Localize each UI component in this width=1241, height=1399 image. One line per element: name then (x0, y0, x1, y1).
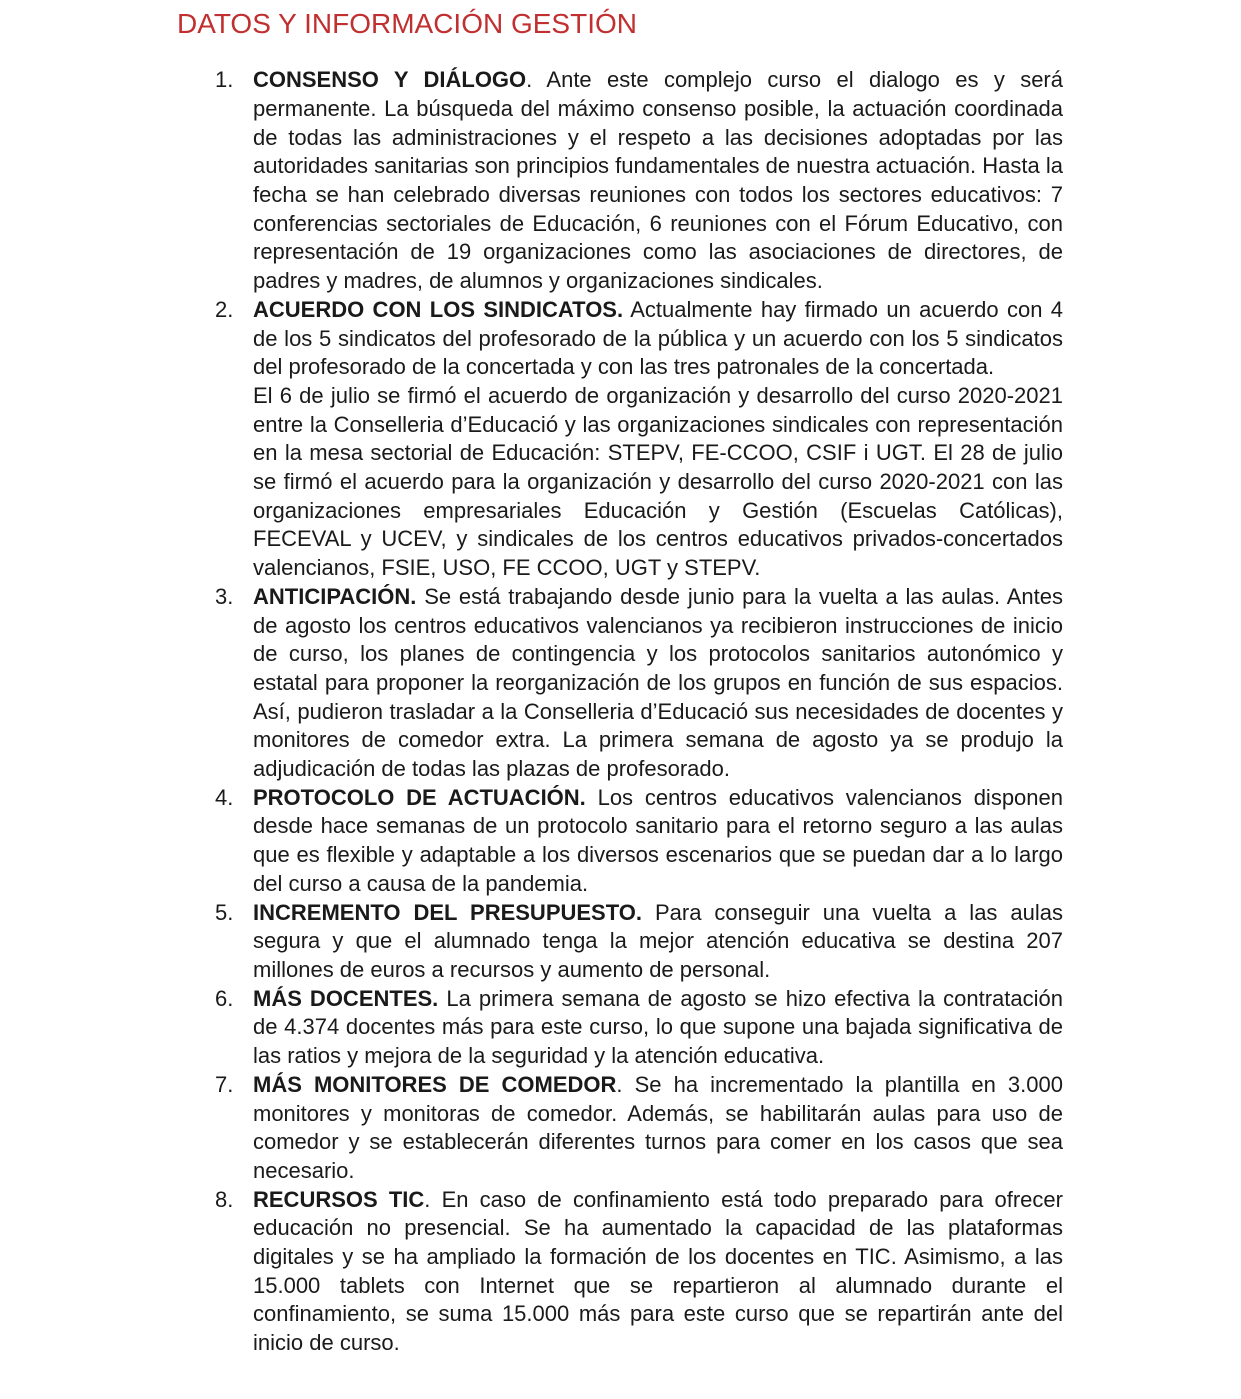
item-heading: MÁS MONITORES DE COMEDOR (253, 1071, 617, 1097)
item-body: Se está trabajando desde junio para la vuelta a las aulas. Antes de agosto los centros educativos valencianos ya recibieron instrucciones de inicio de curso, los planes de contingencia y los protocolos sanitarios autonómico y estatal para proponer la reorganización de los grupos en función de sus espacios. Así, pudieron trasladar a la Conselleria d’Educació sus necesidades de docentes y monitores de comedor extra. La primera semana de agosto ya se produjo la adjudicación de todas las plazas de profesorado. (253, 583, 1063, 782)
item-body: Los centros educativos valencianos disponen desde hace semanas de un protocolo sanitario para el retorno seguro a las aulas que es flexible y adaptable a los diversos escenarios que se puedan dar a lo largo del curso a causa de la pandemia. (253, 784, 1063, 896)
list-item-6 (215, 985, 1064, 1071)
list-item-2 (215, 296, 1063, 583)
list-item-8 (215, 1186, 1063, 1358)
item-heading: ANTICIPACIÓN. (253, 583, 417, 609)
item-body: La primera semana de agosto se hizo efectiva la contratación de 4.374 docentes más para este curso, lo que supone una bajada significativa de las ratios y mejora de la seguridad y la atención educativa. (253, 985, 1064, 1069)
list-item-4 (215, 784, 1063, 899)
list-item-3 (215, 583, 1063, 784)
item-heading: RECURSOS TIC (253, 1186, 425, 1212)
list-item-number: 6. (215, 985, 234, 1011)
item-paragraph (253, 296, 1063, 382)
item-heading: PROTOCOLO DE ACTUACIÓN. (253, 784, 586, 810)
item-paragraph-2: El 6 de julio se firmó el acuerdo de organización y desarrollo del curso 2020-2021 entre la Conselleria d’Educació y las organizaciones sindicales con representación en la mesa sectorial de Educación: STEPV, FE-CCOO, CSIF i UGT. El 28 de julio se firmó el acuerdo para la organización y desarrollo del curso 2020-2021 con las organizaciones empresariales Educación y Gestión (Escuelas Católicas), FECEVAL y UCEV, y sindicales de los centros educativos privados-concertados valencianos, FSIE, USO, FE CCOO, UGT y STEPV. (253, 382, 1063, 581)
item-body: . Se ha incrementado la plantilla en 3.000 monitores y monitoras de comedor. Además, se habilitarán aulas para uso de comedor y se establecerán diferentes turnos para comer en los casos que sea necesario. (253, 1071, 1063, 1183)
item-body: Actualmente hay firmado un acuerdo con 4 de los 5 sindicatos del profesorado de la pública y un acuerdo con los 5 sindicatos del profesorado de la concertada y con las tres patronales de la concertada. (253, 296, 1063, 380)
list-item-number: 8. (215, 1186, 234, 1212)
numbered-list (177, 66, 1063, 1358)
page-title: DATOS Y INFORMACIÓN GESTIÓN (177, 8, 637, 39)
item-body: Para conseguir una vuelta a las aulas segura y que el alumnado tenga la mejor atención educativa se destina 207 millones de euros a recursos y aumento de personal. (253, 899, 1063, 982)
list-item-number: 5. (215, 899, 234, 925)
item-heading: CONSENSO Y DIÁLOGO (253, 67, 527, 93)
list-item-number: 4. (215, 784, 234, 810)
list-item-5 (215, 899, 1063, 985)
item-heading: MÁS DOCENTES. (253, 985, 439, 1011)
list-item-number: 2. (215, 296, 234, 322)
list-item-number: 3. (215, 583, 234, 609)
item-body: . Ante este complejo curso el dialogo es y será permanente. La búsqueda del máximo consenso posible, la actuación coordinada de todas las administraciones y el respeto a las decisiones adoptadas por las autoridades sanitarias son principios fundamentales de nuestra actuación. Hasta la fecha se han celebrado diversas reuniones con todos los sectores educativos: 7 conferencias sectoriales de Educación, 6 reuniones con el Fórum Educativo, con representación de 19 organizaciones como las asociaciones de directores, de padres y madres, de alumnos y organizaciones sindicales. (253, 67, 1063, 294)
item-heading: INCREMENTO DEL PRESUPUESTO. (253, 899, 642, 925)
list-item-7 (215, 1071, 1063, 1186)
item-heading: ACUERDO CON LOS SINDICATOS. (253, 296, 624, 322)
list-item-1 (215, 66, 1063, 296)
list-item-number: 1. (215, 67, 234, 93)
item-body: . En caso de confinamiento está todo preparado para ofrecer educación no presencial. Se ha aumentado la capacidad de las plataformas digitales y se ha ampliado la formación de los docentes en TIC. Asimismo, a las 15.000 tablets con Internet que se repartieron al alumnado durante el confinamiento, se suma 15.000 más para este curso que se repartirán ante del inicio de curso. (253, 1186, 1063, 1356)
list-item-number: 7. (215, 1071, 234, 1097)
